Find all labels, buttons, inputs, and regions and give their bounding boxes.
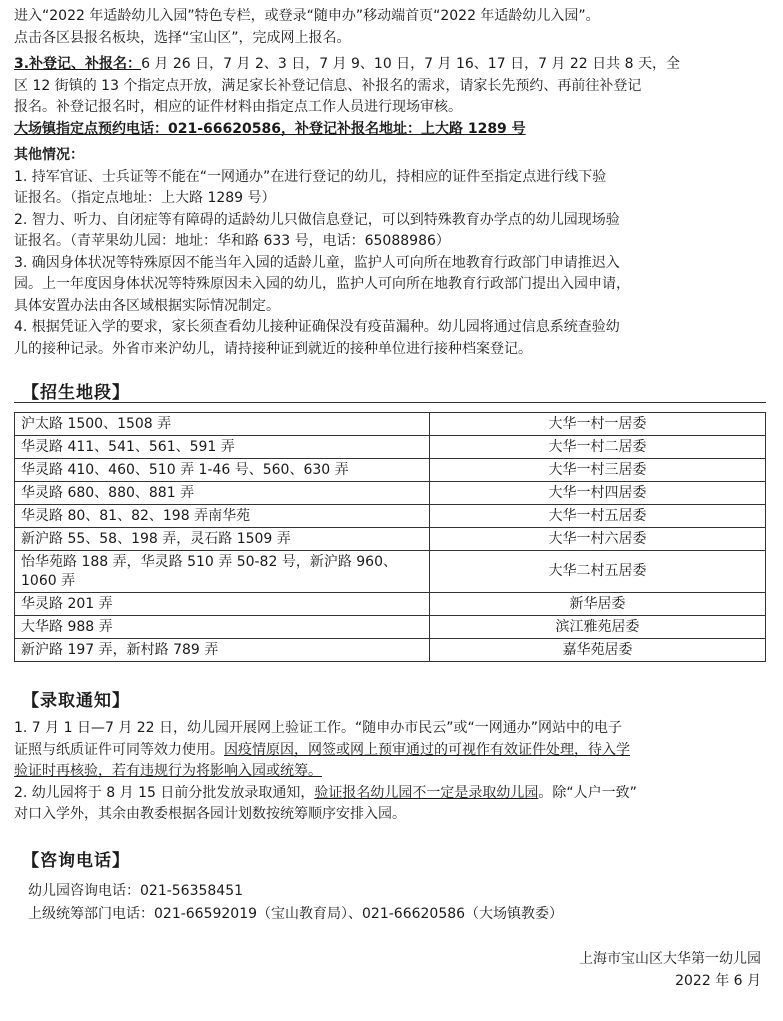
committee-cell: 滨江雅苑居委 <box>430 616 766 639</box>
other-heading: 其他情况： <box>14 147 84 163</box>
table-row <box>15 528 766 551</box>
table-row <box>15 551 766 593</box>
enrollment-area-table <box>14 412 766 662</box>
admission-p1-b-underline: 因疫情原因，网签或网上预审通过的可视作有效证件处理，待入学 <box>224 741 630 758</box>
contact-line-1: 幼儿园咨询电话：021-56358451 <box>28 883 244 899</box>
road-cell: 新沪路 197 弄，新村路 789 弄 <box>15 639 430 662</box>
road-cell: 华灵路 411、541、561、591 弄 <box>15 436 430 459</box>
other-item-4a: 4. 根据凭证入学的要求，家长须查看幼儿接种证确保没有疫苗漏种。幼儿园将通过信息系统查验幼 <box>14 319 620 335</box>
admission-p1-b-plain: 证照与纸质证件可同等效力使用。 <box>14 741 224 758</box>
admission-p2-a-plain: 2. 幼儿园将于 8 月 15 日前分批发放录取通知， <box>14 784 315 801</box>
committee-cell: 大华一村三居委 <box>430 459 766 482</box>
contact-heading: 【咨询电话】 <box>22 851 130 871</box>
other-item-2b: 证报名。（青苹果幼儿园：地址：华和路 633 号，电话：65088986） <box>14 233 450 249</box>
contact-line-2: 上级统筹部门电话：021-66592019（宝山教育局）、021-66620586（大场镇教委） <box>28 906 564 922</box>
intro-line-1: 进入“2022 年适龄幼儿入园”特色专栏，或登录“随申办”移动端首页“2022 年适龄幼儿入园”。 <box>14 8 600 24</box>
committee-cell: 大华一村四居委 <box>430 482 766 505</box>
admission-heading: 【录取通知】 <box>22 691 130 711</box>
intro-line-2: 点击各区县报名板块，选择“宝山区”，完成网上报名。 <box>14 29 351 46</box>
other-item-1a: 1. 持军官证、士兵证等不能在“一网通办”在进行登记的幼儿，持相应的证件至指定点进行线下验 <box>14 168 607 185</box>
areas-heading: 【招生地段】 <box>22 383 130 403</box>
table-row <box>15 505 766 528</box>
committee-cell: 大华一村二居委 <box>430 436 766 459</box>
other-item-4b: 儿的接种记录。外省市来沪幼儿，请持接种证到就近的接种单位进行接种档案登记。 <box>14 340 532 357</box>
supplement-heading: 3.补登记、补报名： <box>14 56 142 72</box>
table-row <box>15 413 766 436</box>
other-paragraph <box>14 145 769 360</box>
admission-p1-c-underline: 验证时再核验，若有违规行为将影响入园或统筹。 <box>14 763 322 779</box>
table-row <box>15 482 766 505</box>
signature-block <box>579 948 761 992</box>
table-row <box>15 459 766 482</box>
admission-p1-a: 1. 7 月 1 日—7 月 22 日，幼儿园开展网上验证工作。“随申办市民云”或“一网通办”网站中的电子 <box>14 720 623 736</box>
committee-cell: 嘉华苑居委 <box>430 639 766 662</box>
supplement-text-2: 区 12 街镇的 13 个指定点开放，满足家长补登记信息、补报名的需求，请家长先预约、再前往补登记 <box>14 77 642 94</box>
other-item-2a: 2. 智力、听力、自闭症等有障碍的适龄幼儿只做信息登记，可以到特殊教育办学点的幼儿园现场验 <box>14 211 620 228</box>
road-cell: 大华路 988 弄 <box>15 616 430 639</box>
signature-date: 2022 年 6 月 <box>675 973 761 989</box>
road-cell: 华灵路 201 弄 <box>15 593 430 616</box>
supplement-paragraph <box>14 54 769 140</box>
committee-cell: 新华居委 <box>430 593 766 616</box>
road-cell: 华灵路 680、880、881 弄 <box>15 482 430 505</box>
committee-cell: 大华一村五居委 <box>430 505 766 528</box>
table-top-rule <box>14 402 766 408</box>
intro-paragraph <box>14 6 769 49</box>
road-cell: 华灵路 410、460、510 弄 1-46 号、560、630 弄 <box>15 459 430 482</box>
table-row <box>15 616 766 639</box>
admission-p2-b: 对口入学外，其余由教委根据各园计划数按统筹顺序安排入园。 <box>14 806 406 822</box>
committee-cell: 大华一村六居委 <box>430 528 766 551</box>
other-item-3b: 园。上一年度因身体状况等特殊原因未入园的幼儿，监护人可向所在地教育行政部门提出入园申请， <box>14 276 630 292</box>
admission-paragraph <box>14 718 769 826</box>
committee-cell: 大华一村一居委 <box>430 413 766 436</box>
signature-org: 上海市宝山区大华第一幼儿园 <box>579 951 761 967</box>
supplement-text-1: 6 月 26 日，7 月 2、3 日，7 月 9、10 日，7 月 16、17 日，7 月 22 日共 8 天，全 <box>141 56 680 72</box>
other-item-3a: 3. 确因身体状况等特殊原因不能当年入园的适龄儿童，监护人可向所在地教育行政部门申请推迟入 <box>14 254 620 271</box>
road-cell: 华灵路 80、81、82、198 弄南华苑 <box>15 505 430 528</box>
table-row <box>15 639 766 662</box>
contact-paragraph <box>28 880 783 926</box>
other-item-1b: 证报名。（指定点地址：上大路 1289 号） <box>14 190 276 206</box>
admission-p2-a-underline: 验证报名幼儿园不一定是录取幼儿园 <box>314 784 539 801</box>
supplement-text-3: 报名。补登记报名时，相应的证件材料由指定点工作人员进行现场审核。 <box>14 99 462 115</box>
other-item-3c: 具体安置办法由各区域根据实际情况制定。 <box>14 297 280 314</box>
committee-cell: 大华二村五居委 <box>430 551 766 593</box>
road-cell: 新沪路 55、58、198 弄，灵石路 1509 弄 <box>15 528 430 551</box>
admission-p2-a-tail: 。除“人户一致” <box>538 784 637 801</box>
road-cell: 怡华苑路 188 弄，华灵路 510 弄 50-82 号，新沪路 960、1060 弄 <box>15 551 430 593</box>
table-row <box>15 593 766 616</box>
road-cell: 沪太路 1500、1508 弄 <box>15 413 430 436</box>
supplement-phone-line: 大场镇指定点预约电话：021-66620586，补登记补报名地址：上大路 1289 号 <box>14 120 526 137</box>
table-row <box>15 436 766 459</box>
